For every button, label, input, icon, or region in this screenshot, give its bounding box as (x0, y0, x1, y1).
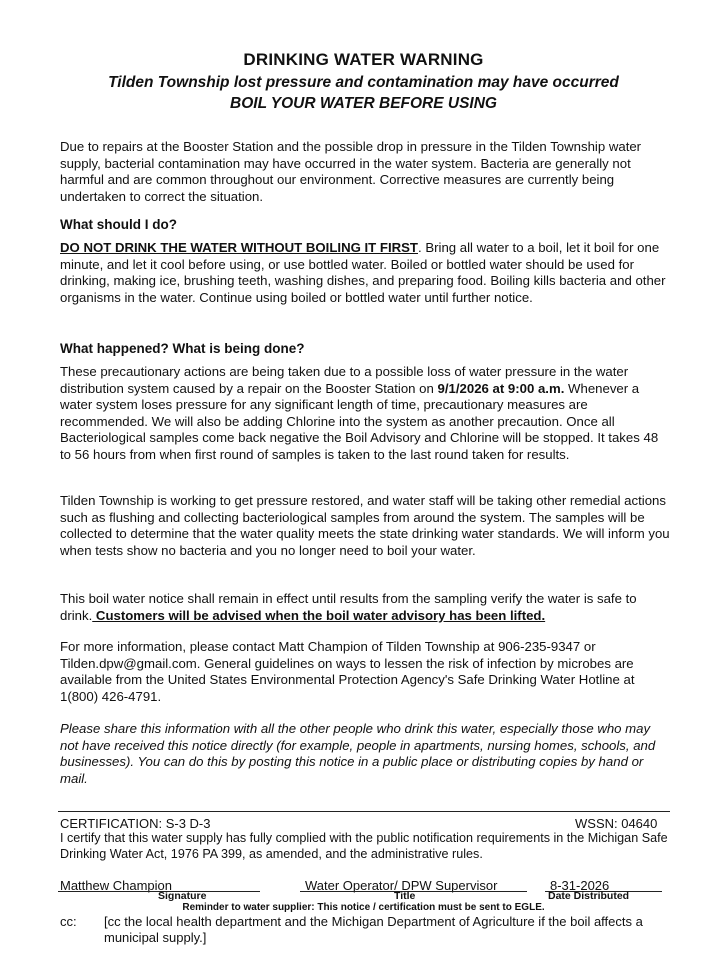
boil-instruction-subtitle: BOIL YOUR WATER BEFORE USING (230, 95, 497, 112)
what-to-do-paragraph (60, 240, 670, 306)
what-happened-paragraph (60, 364, 670, 464)
date-value: 8-31-2026 (550, 878, 610, 893)
section-heading-what-happened: What happened? What is being done? (60, 341, 305, 356)
notice-title: DRINKING WATER WARNING (243, 50, 484, 69)
remedial-actions-paragraph: Tilden Township is working to get pressure restored, and water staff will be taking other remedial actions such as flushing and collecting bacteriological samples from around the system. The samples will be collected to determine that the water quality meets the state drinking water standards. We will inform you when tests show no bacteria and you no longer need to boil your water. (60, 493, 670, 558)
do-not-drink-warning: DO NOT DRINK THE WATER WITHOUT BOILING IT FIRST (60, 240, 418, 255)
cc-label: cc: (60, 914, 77, 929)
reminder-note: Reminder to water supplier: This notice / certification must be sent to EGLE. (182, 902, 545, 913)
certification-label: CERTIFICATION: S-3 D-3 (60, 816, 211, 831)
advisory-lifted-notice: Customers will be advised when the boil water advisory has been lifted. (92, 607, 546, 623)
signature-label: Signature (158, 890, 207, 902)
wssn-label: WSSN: 04640 (575, 816, 658, 831)
contact-info-paragraph: For more information, please contact Matt Champion of Tilden Township at 906-235-9347 or Tilden.dpw@gmail.com. General guidelines on ways to lessen the risk of infection by microbes are available from the United States Environmental Protection Agency's Safe Drinking Water Hotline at 1(800) 426-4791. (60, 639, 635, 704)
date-label: Date Distributed (548, 890, 630, 902)
certification-divider (58, 811, 670, 812)
signature-name: Matthew Champion (60, 878, 172, 893)
what-to-do-text: . Bring all water to a boil, let it boil for one minute, and let it cool before using, or use bottled water. Boiled or bottled water should be used for drinking, making ice, brushing teeth, washing dishes, and preparing food. Boiling kills bacteria and other organisms in the water. Continue using boiled or bottled water until further notice. (60, 240, 666, 305)
what-happened-text-a: These precautionary actions are being taken due to a possible loss of water pressure in the water distribution system caused by a repair on the Booster Station on (60, 364, 629, 396)
title-label: Title (394, 890, 416, 902)
cc-text: [cc the local health department and the Michigan Department of Agriculture if the boil affects a municipal supply.] (104, 914, 643, 945)
incident-date: 9/1/2026 at 9:00 a.m. (437, 380, 565, 396)
notice-duration-paragraph (60, 591, 670, 624)
section-heading-what-to-do: What should I do? (60, 217, 177, 232)
notice-subtitle: Tilden Township lost pressure and contamination may have occurred (108, 74, 619, 91)
share-info-paragraph: Please share this information with all the other people who drink this water, especially those who may not have received this notice directly (for example, people in apartments, nursing homes, schools, and businesses). You can do this by posting this notice in a public place or distributing copies by hand or mail. (60, 721, 656, 786)
what-happened-text-b: Whenever a water system loses pressure for any significant length of time, precautionary measures are recommended. We will also be adding Chlorine into the system as another precaution. Once all Bacteriological samples come back negative the Boil Advisory and Chlorine will be stopped. It takes 48 to 56 hours from when first round of samples is taken to the last round taken for results. (60, 380, 659, 462)
certification-statement: I certify that this water supply has fully complied with the public notification requirements in the Michigan Safe Drinking Water Act, 1976 PA 399, as amended, and the administrative rules. (60, 831, 668, 861)
title-value: Water Operator/ DPW Supervisor (305, 878, 498, 893)
notice-duration-text: This boil water notice shall remain in effect until results from the sampling verify the water is safe to drink. (60, 591, 637, 623)
intro-paragraph: Due to repairs at the Booster Station and the possible drop in pressure in the Tilden Township water supply, bacterial contamination may have occurred in the water system. Bacteria are generally not harmful and are common throughout our environment. Corrective measures are currently being undertaken to correct the situation. (60, 139, 642, 204)
